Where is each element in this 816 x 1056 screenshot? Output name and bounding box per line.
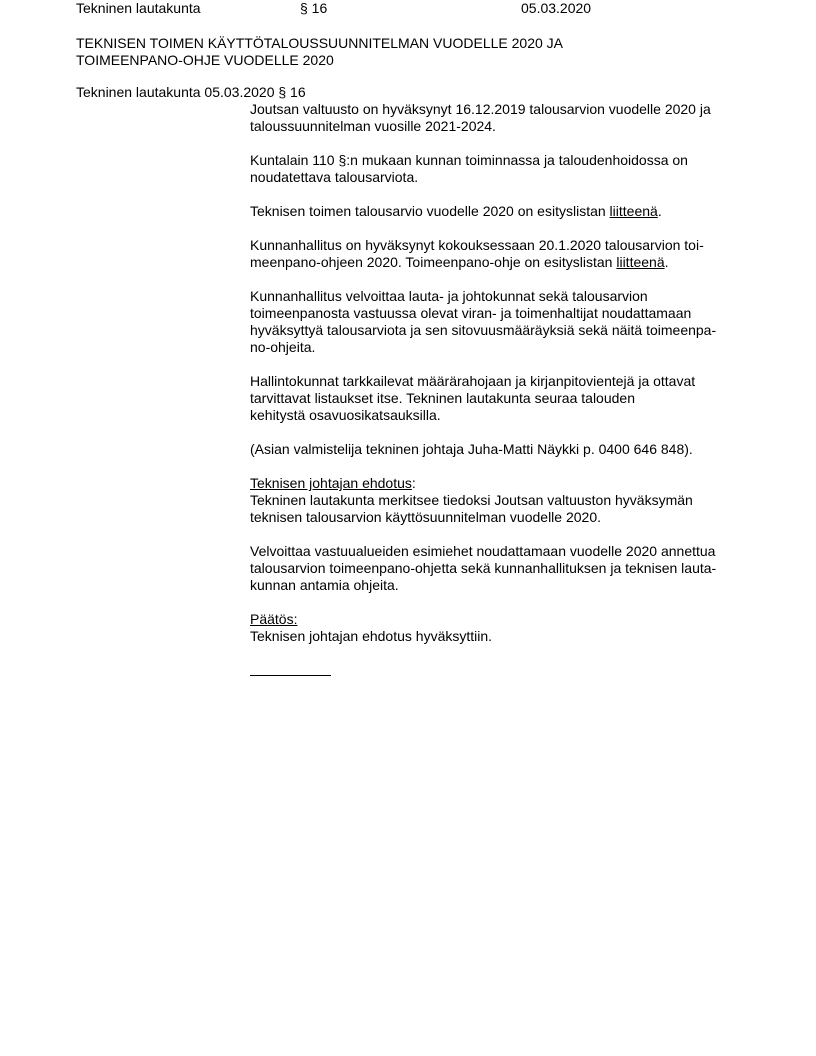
paragraph: Velvoittaa vastuualueiden esimiehet noudattamaan vuodelle 2020 annettua talousarvion toimeenpano-ohjetta sekä kunnanhallituksen ja teknisen lauta- kunnan antamia ohjeita. (250, 543, 717, 593)
proposal-section: Teknisen johtajan ehdotus: Tekninen lautakunta merkitsee tiedoksi Joutsan valtuuston hyväksymän teknisen talousarvion käyttösuunnitelman vuodelle 2020. (250, 475, 693, 525)
document-title (76, 35, 676, 69)
title-line: TEKNISEN TOIMEN KÄYTTÖTALOUSSUUNNITELMAN VUODELLE 2020 JA (76, 35, 564, 51)
paragraph: Hallintokunnat tarkkailevat määrärahojaan ja kirjanpitovientejä ja ottavat tarvittavat listaukset itse. Tekninen lautakunta seuraa talouden kehitystä osavuosikatsauksilla. (250, 373, 696, 423)
header-section: § 16 (300, 0, 328, 16)
decision-heading: Päätös: (250, 611, 298, 627)
attachment-link[interactable]: liitteenä (616, 254, 665, 270)
paragraph: Kuntalain 110 §:n mukaan kunnan toiminnassa ja taloudenhoidossa on noudatettava talousarviota. (250, 152, 688, 185)
meeting-reference: Tekninen lautakunta 05.03.2020 § 16 (76, 84, 306, 100)
paragraph: Kunnanhallitus on hyväksynyt kokouksessaan 20.1.2020 talousarvion toi- meenpano-ohjeen 2020. Toimeenpano-ohje on esityslistan liitteenä. (250, 237, 704, 270)
paragraph: Teknisen toimen talousarvio vuodelle 2020 on esityslistan liitteenä. (250, 203, 662, 219)
document-body (250, 101, 750, 680)
decision-section (250, 611, 750, 645)
paragraph: Joutsan valtuusto on hyväksynyt 16.12.2019 talousarvion vuodelle 2020 ja taloussuunnitelman vuosille 2021-2024. (250, 101, 711, 134)
header-date: 05.03.2020 (521, 0, 592, 16)
paragraph: Kunnanhallitus velvoittaa lauta- ja johtokunnat sekä talousarvion toimeenpanosta vastuussa olevat viran- ja toimenhaltijat noudattamaan hyväksyttyä talousarviota ja sen sitovuusmääräyksiä sekä näitä toimeenpa- no-ohjeita. (250, 288, 717, 355)
header-board: Tekninen lautakunta (76, 0, 201, 16)
attachment-link[interactable]: liitteenä (609, 203, 658, 219)
proposal-heading: Teknisen johtajan ehdotus (250, 475, 412, 491)
title-line: TOIMEENPANO-OHJE VUODELLE 2020 (76, 52, 334, 68)
decision-text: Teknisen johtajan ehdotus hyväksyttiin. (250, 628, 493, 644)
paragraph: (Asian valmistelija tekninen johtaja Juha-Matti Näykki p. 0400 646 848). (250, 441, 693, 457)
signature-line (250, 662, 331, 676)
